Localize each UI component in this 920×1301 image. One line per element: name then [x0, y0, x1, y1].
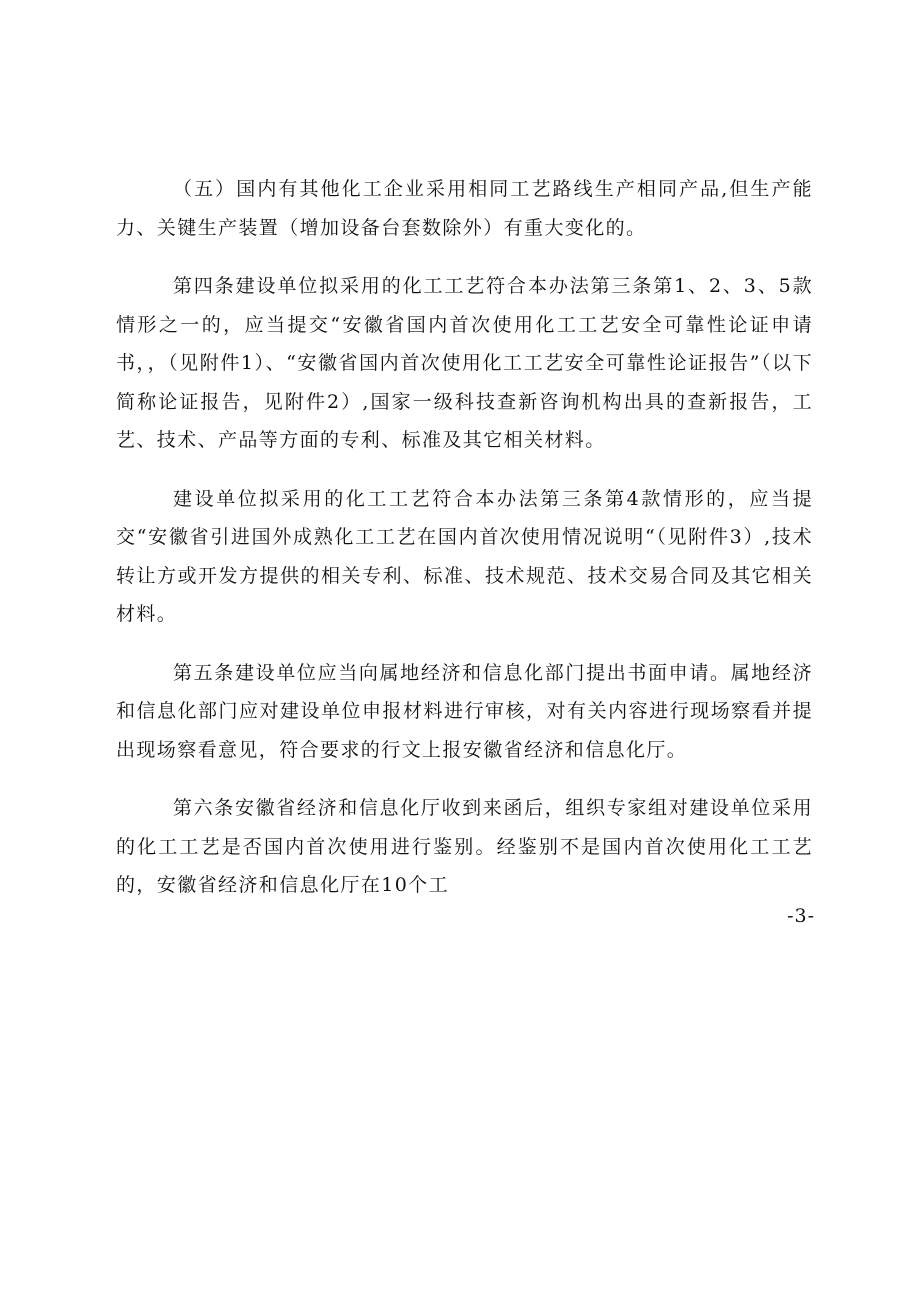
paragraph-article-4-item-4: 建设单位拟采用的化工工艺符合本办法第三条第4款情形的，应当提交“安徽省引进国外成熟化工工艺在国内首次使用情况说明“（见附件3）,技术转让方或开发方提供的相关专利、标准、技术规范、技术交易合同及其它相关材料。	[116, 487, 813, 625]
document-body	[116, 170, 813, 905]
paragraph-item-5-clause: （五）国内有其他化工企业采用相同工艺路线生产相同产品,但生产能力、关键生产装置（增加设备台套数除外）有重大变化的。	[116, 178, 813, 239]
paragraph-article-6: 第六条安徽省经济和信息化厅收到来函后，组织专家组对建设单位采用的化工工艺是否国内首次使用进行鉴别。经鉴别不是国内首次使用化工工艺的，安徽省经济和信息化厅在10个工	[116, 797, 813, 896]
page-number: -3-	[787, 905, 815, 927]
paragraph-article-5: 第五条建设单位应当向属地经济和信息化部门提出书面申请。属地经济和信息化部门应对建设单位申报材料进行审核，对有关内容进行现场察看并提出现场察看意见，符合要求的行文上报安徽省经济和信息化厅。	[116, 661, 813, 761]
paragraph-article-4: 第四条建设单位拟采用的化工工艺符合本办法第三条第1、2、3、5款情形之一的，应当提交“安徽省国内首次使用化工工艺安全可靠性论证申请书，，（见附件1）、“安徽省国内首次使用化工工艺安全可靠性论证报告”（以下简称论证报告，见附件2）,国家一级科技查新咨询机构出具的查新报告，工艺、技术、产品等方面的专利、标准及其它相关材料。	[116, 275, 813, 451]
